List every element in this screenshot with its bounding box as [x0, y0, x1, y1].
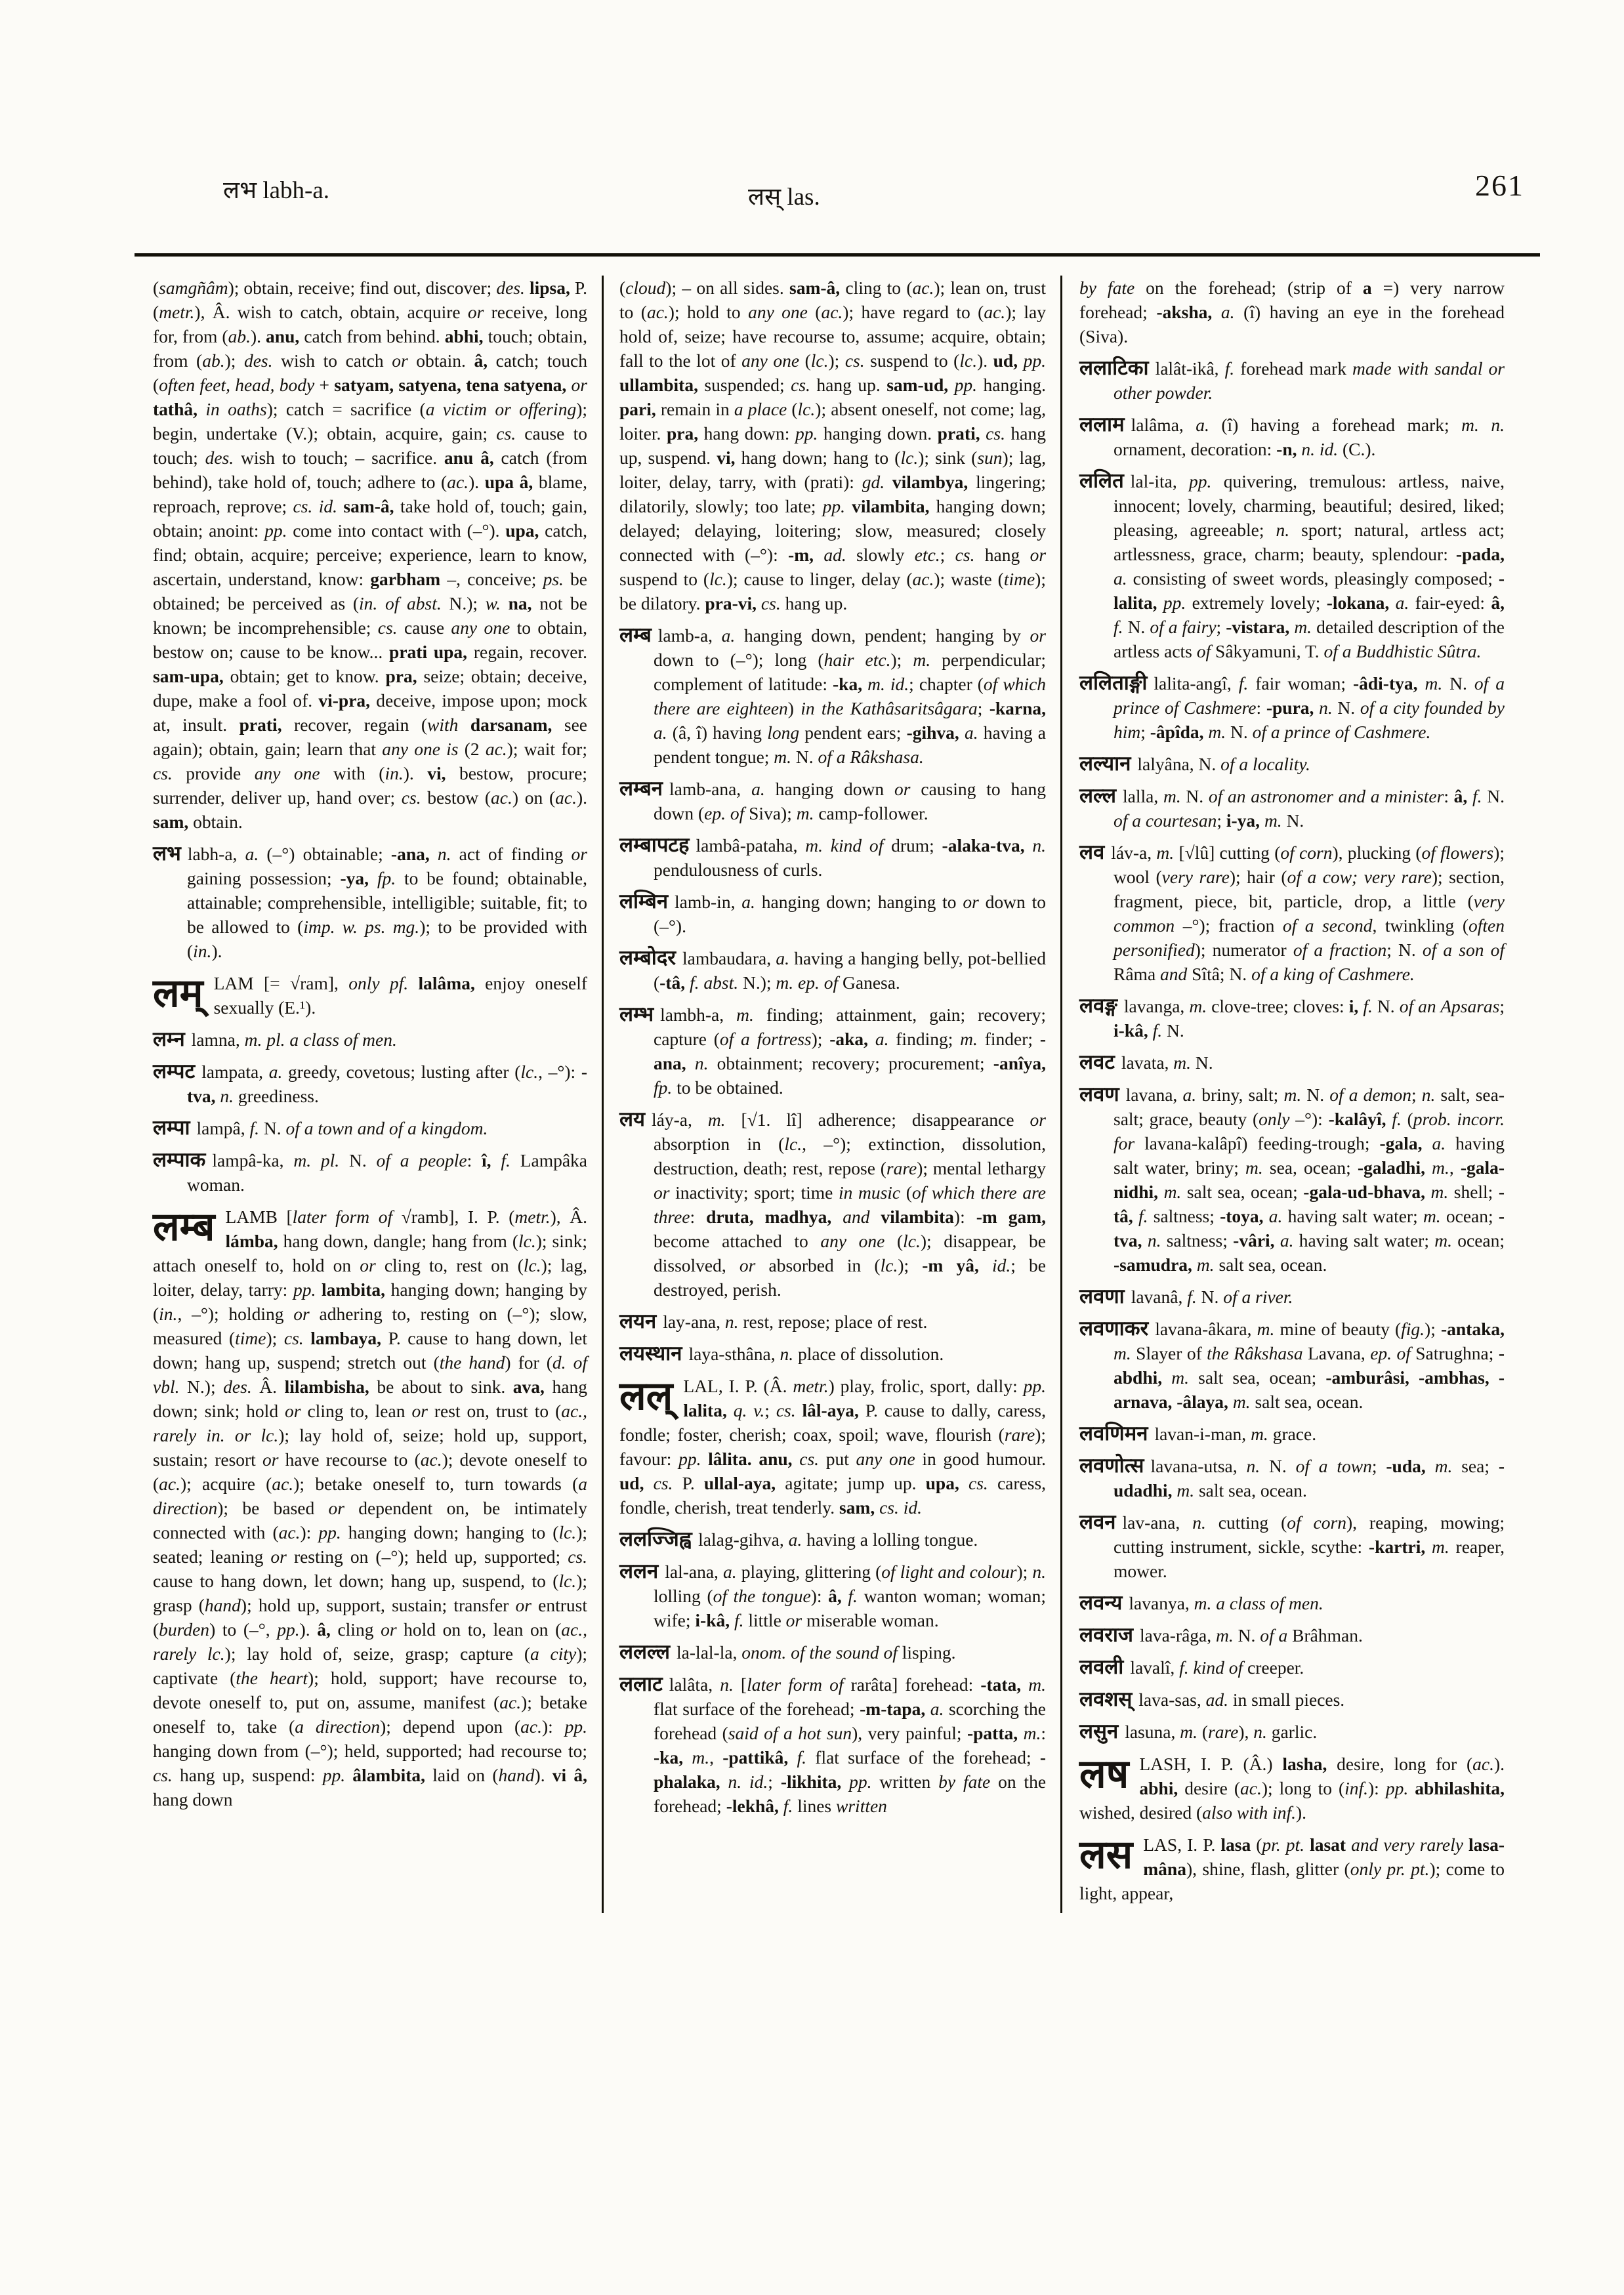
- headword-devanagari: लल्यान: [1079, 752, 1131, 775]
- dictionary-entry: [619, 1107, 1046, 1302]
- headword-devanagari: लव: [1079, 840, 1105, 864]
- header-rule: [135, 253, 1540, 257]
- headword-devanagari: लवली: [1079, 1655, 1124, 1679]
- headword-devanagari: लभ: [153, 842, 181, 865]
- entry-text: LASH, I. P. (Â.) lasha, desire, long for (ac.). abhi, desire (ac.); long to (inf.): pp. abhilashita, wished, desired (also with inf.).: [1079, 1754, 1505, 1823]
- headword-devanagari: ललज्जिह्व: [619, 1527, 692, 1551]
- dictionary-entry: [153, 842, 587, 963]
- entry-text: lavanga, m. clove-tree; cloves: i, f. N. of an Apsaras; i-kâ, f. N.: [1114, 996, 1505, 1041]
- headword-devanagari: ललित: [1079, 469, 1124, 493]
- dictionary-entry: [619, 1003, 1046, 1100]
- entry-text: laya-sthâna, n. place of dissolution.: [688, 1344, 944, 1364]
- entry-text: lavana-âkara, m. mine of beauty (fig.); -antaka, m. Slayer of the Râkshasa Lavana, ep. of Satrughna; -abdhi, m. salt sea, ocean; -amburâsi, -ambhas, -arnava, -âlaya, m. salt sea, ocean.: [1114, 1319, 1505, 1412]
- dictionary-entry: [619, 1527, 1046, 1552]
- headword-devanagari: लल्: [619, 1373, 673, 1419]
- entry-text: lavanya, m. a class of men.: [1129, 1593, 1323, 1613]
- entry-text: lampata, a. greedy, covetous; lusting after (lc., –°): -tva, n. greediness.: [187, 1062, 588, 1106]
- entry-text: lamb-a, a. hanging down, pendent; hanging by or down to (–°); long (hair etc.); m. perpendicular; complement of latitude: -ka, m. id.; chapter (of which there are eighteen) in the Kathâsaritsâgara; -karna, a. (â, î) having long pendent ears; -gihva, a. having a pendent tongue; m. N. of a Râkshasa.: [654, 625, 1047, 767]
- dictionary-entry: [619, 1640, 1046, 1664]
- entry-text: lalyâna, N. of a locality.: [1137, 754, 1310, 774]
- dictionary-entry: [619, 890, 1046, 938]
- entry-text: lal-ana, a. playing, glittering (of light and colour); n. lolling (of the tongue): â, f. wanton woman; woman; wife; i-kâ, f. little or miserable woman.: [654, 1561, 1046, 1630]
- headword-devanagari: लवन: [1079, 1510, 1116, 1534]
- dictionary-entry: [153, 1148, 587, 1197]
- running-head-right: लस् las.: [748, 184, 820, 211]
- headword-devanagari: लवशस्: [1079, 1687, 1133, 1711]
- entry-text: LAMB [later form of √ramb], I. P. (metr.), Â. lámba, hang down, dangle; hang from (lc.); sink; attach oneself to, hold on or cling to, rest on (lc.); lag, loiter, delay, tarry: pp. lambita, hanging down; hanging by (in., –°); holding or adhering to, resting on (–°); slow, measured (time); cs. lambaya, P. cause to hang down, let down; hang up, suspend; stretch out (the hand) for (d. of vbl. N.); des. Â. lilambisha, be about to sink. ava, hang down; sink; hold or cling to, lean or rest on, trust to (ac., rarely in. or lc.); lay hold of, seize; hold up, support, sustain; resort or have recourse to (ac.); devote oneself to (ac.); acquire (ac.); betake oneself to, turn towards (a direction); be based or dependent on, be intimately connected with (ac.): pp. hanging down; hanging to (lc.); seated; leaning or resting on (–°); held up, supported; cs. cause to hang down, let down; hang up, suspend, to (lc.); grasp (hand); hold up, support, sustain; transfer or entrust (burden) to (–°, pp.). â, cling or hold on to, lean on (ac., rarely lc.); lay hold of, seize, grasp; capture (a city); captivate (the heart); hold, support; have recourse to, devote oneself to, put on, assume, manifest (ac.); betake oneself to, take (a direction); depend upon (ac.): pp. hanging down from (–°); held, supported; had recourse to; cs. hang up, suspend: pp. âlambita, laid on (hand). vi â, hang down: [153, 1207, 588, 1809]
- dictionary-entry: [619, 946, 1046, 995]
- dictionary-entry: [1079, 1422, 1505, 1446]
- entry-text: lav-ana, n. cutting (of corn), reaping, mowing; cutting instrument, sickle, scythe: -kartri, m. reaper, mower.: [1114, 1512, 1505, 1581]
- headword-devanagari: लवणा: [1079, 1285, 1125, 1308]
- dictionary-entry: [1079, 1687, 1505, 1712]
- dictionary-entry: [1079, 1510, 1505, 1583]
- entry-text: LAM [= √ram], only pf. lalâma, enjoy oneself sexually (E.¹).: [213, 973, 588, 1018]
- headword-devanagari: लष: [1079, 1751, 1129, 1797]
- headword-devanagari: लवणोत्स: [1079, 1454, 1144, 1478]
- dictionary-entry: [1079, 1720, 1505, 1744]
- headword-devanagari: लय: [619, 1107, 645, 1131]
- dictionary-entry: [1079, 752, 1505, 776]
- dictionary-entry: [1079, 784, 1505, 833]
- dictionary-entry: [619, 1342, 1046, 1366]
- dictionary-entry: [619, 1310, 1046, 1334]
- entry-text: lalâma, a. (î) having a forehead mark; m. n. ornament, decoration: -n, n. id. (C.).: [1114, 415, 1505, 459]
- headword-devanagari: लवङ्ग: [1079, 994, 1117, 1018]
- headword-devanagari: लम्ब: [153, 1204, 215, 1250]
- dictionary-entry: [619, 1672, 1046, 1818]
- headword-devanagari: लम्बिन: [619, 890, 669, 913]
- dictionary-entry: [1079, 413, 1505, 461]
- dictionary-entry: [1079, 1591, 1505, 1615]
- headword-devanagari: लवन्य: [1079, 1591, 1123, 1615]
- headword-devanagari: लम्पट: [153, 1060, 196, 1083]
- headword-devanagari: ललन: [619, 1560, 659, 1583]
- headword-devanagari: ललाटिका: [1079, 356, 1149, 380]
- dictionary-entry: [1079, 1832, 1505, 1905]
- headword-devanagari: ललाट: [619, 1672, 663, 1696]
- entry-text: lambâ-pataha, m. kind of drum; -alaka-tva, n. pendulousness of curls.: [654, 835, 1046, 880]
- entry-text: LAS, I. P. lasa (pr. pt. lasat and very rarely lasa-mâna), shine, flash, glitter (only pr. pt.); come to light, appear,: [1079, 1834, 1505, 1903]
- headword-devanagari: लम्न: [153, 1027, 185, 1051]
- headword-devanagari: लवराज: [1079, 1623, 1133, 1647]
- entry-text: lava-râga, m. N. of a Brâhman.: [1139, 1625, 1363, 1645]
- entry-text: LAL, I. P. (Â. metr.) play, frolic, sport, dally: pp. lalita, q. v.; cs. lâl-aya, P. cause to dally, caress, fondle; foster, cherish; coax, spoil; wave, flourish (rare); favour: pp. lâlita. anu, cs. put any one in good humour. ud, cs. P. ullal-aya, agitate; jump up. upa, cs. caress, fondle, cherish, treat tenderly. sam, cs. id.: [619, 1376, 1047, 1518]
- headword-devanagari: लम्बापटह: [619, 833, 690, 857]
- entry-text: lampâ, f. N. of a town and of a kingdom.: [196, 1118, 488, 1138]
- entry-text: lalâta, n. [later form of rarâta] forehead: -tata, m. flat surface of the forehead; -m-tapa, a. scorching the forehead (said of a hot sun), very painful; -patta, m.: -ka, m., -pattikâ, f. flat surface of the forehead; -phalaka, n. id.; -likhita, pp. written by fate on the forehead; -lekhâ, f. lines written: [654, 1674, 1047, 1816]
- entry-text: lalita-angî, f. fair woman; -âdi-tya, m. N. of a prince of Cashmere: -pura, n. N. of a city founded by him; -âpîda, m. N. of a prince of Cashmere.: [1114, 673, 1505, 742]
- headword-devanagari: लम्: [153, 970, 203, 1016]
- column-2: [602, 276, 1060, 1913]
- entry-text: lavalî, f. kind of creeper.: [1130, 1657, 1304, 1678]
- dictionary-entry: [1079, 1285, 1505, 1309]
- columns-container: [153, 276, 1519, 1913]
- headword-devanagari: लम्पाक: [153, 1148, 206, 1172]
- dictionary-entry: [1079, 1050, 1505, 1075]
- entry-text: láv-a, m. [√lû] cutting (of corn), plucking (of flowers); wool (very rare); hair (of a cow; very rare); section, fragment, piece, bit, particle, drop, a little (very common –°); fraction of a second, twinkling (often personified); numerator of a fraction; N. of a son of Râma and Sîtâ; N. of a king of Cashmere.: [1111, 842, 1505, 984]
- dictionary-entry: [1079, 1454, 1505, 1502]
- column-3: [1060, 276, 1519, 1913]
- headword-devanagari: ललल्ल: [619, 1640, 671, 1664]
- headword-devanagari: लम्भ: [619, 1003, 654, 1026]
- headword-devanagari: लयस्थान: [619, 1342, 682, 1365]
- entry-text: lalag-gihva, a. having a lolling tongue.: [698, 1529, 978, 1550]
- headword-devanagari: लयन: [619, 1310, 657, 1333]
- dictionary-entry: [153, 1205, 587, 1811]
- entry-text: lavata, m. N.: [1121, 1052, 1213, 1073]
- headword-devanagari: लवणाकर: [1079, 1317, 1149, 1340]
- dictionary-entry: [1079, 671, 1505, 744]
- page-number: 261: [1475, 169, 1524, 202]
- dictionary-entry: [1079, 1655, 1505, 1680]
- headword-devanagari: लल्ल: [1079, 784, 1117, 808]
- entry-text: by fate on the forehead; (strip of a =) very narrow forehead; -aksha, a. (î) having an eye in the forehead (Siva).: [1079, 278, 1505, 346]
- dictionary-entry: [1079, 840, 1505, 986]
- entry-text: lambh-a, m. finding; attainment, gain; recovery; capture (of a fortress); -aka, a. finding; m. finder; -ana, n. obtainment; recovery; procurement; -anîya, fp. to be obtained.: [654, 1004, 1046, 1098]
- entry-text: lamna, m. pl. a class of men.: [191, 1029, 397, 1050]
- dictionary-entry: [153, 971, 587, 1020]
- headword-devanagari: लम्बन: [619, 777, 663, 800]
- dictionary-entry: [1079, 1083, 1505, 1277]
- dictionary-entry: [153, 1027, 587, 1052]
- entry-text: (cloud); – on all sides. sam-â, cling to (ac.); lean on, trust to (ac.); hold to any one (ac.); have regard to (ac.); lay hold of, seize; have recourse to, assume; acquire, obtain; fall to the lot of any one (lc.); cs. suspend to (lc.). ud, pp. ullambita, suspended; cs. hang up. sam-ud, pp. hanging. pari, remain in a place (lc.); absent oneself, not come; lag, loiter. pra, hang down: pp. hanging down. prati, cs. hang up, suspend. vi, hang down; hang to (lc.); sink (sun); lag, loiter, delay, tarry, with (prati): gd. vilambya, lingering; dilatorily, slowly; too late; pp. vilambita, hanging down; delayed; delaying, loitering; slow, measured; closely connected with (–°): -m, ad. slowly etc.; cs. hang or suspend to (lc.); cause to linger, delay (ac.); waste (time); be dilatory. pra-vi, cs. hang up.: [619, 278, 1047, 613]
- dictionary-entry: [1079, 994, 1505, 1043]
- entry-continuation: [619, 276, 1046, 615]
- entry-text: lalât-ikâ, f. forehead mark made with sandal or other powder.: [1114, 358, 1505, 403]
- dictionary-entry: [153, 1060, 587, 1108]
- entry-text: lamb-ana, a. hanging down or causing to hang down (ep. of Siva); m. camp-follower.: [654, 779, 1046, 823]
- headword-devanagari: लस: [1079, 1832, 1133, 1878]
- entry-text: labh-a, a. (–°) obtainable; -ana, n. act of finding or gaining possession; -ya, fp. to be found; obtainable, attainable; comprehensible, intelligible; suitable, fit; to be allowed to (imp. w. ps. mg.); to be provided with (in.).: [187, 844, 588, 961]
- entry-text: lalla, m. N. of an astronomer and a minister: â, f. N. of a courtesan; i-ya, m. N.: [1114, 786, 1505, 831]
- entry-text: lavana, a. briny, salt; m. N. of a demon; n. salt, sea-salt; grace, beauty (only –°): -kalâyî, f. (prob. incorr. for lavana-kalâpî) feeding-trough; -gala, a. having salt water, briny; m. sea, ocean; -galadhi, m., -gala-nidhi, m. salt sea, ocean; -gala-ud-bhava, m. shell; -tâ, f. saltness; -toya, a. having salt water; m. ocean; -tva, n. saltness; -vâri, a. having salt water; m. ocean; -samudra, m. salt sea, ocean.: [1114, 1085, 1505, 1275]
- entry-text: (samgñâm); obtain, receive; find out, discover; des. lipsa, P. (metr.), Â. wish to catch, obtain, acquire or receive, long for, from (ab.). anu, catch from behind. abhi, touch; obtain, from (ab.); des. wish to catch or obtain. â, catch; touch (often feet, head, body + satyam, satyena, tena satyena, or tathâ, in oaths); catch = sacrifice (a victim or offering); begin, undertake (V.); obtain, acquire, gain; cs. cause to touch; des. wish to touch; – sacrifice. anu â, catch (from behind), take hold of, touch; adhere to (ac.). upa â, blame, reproach, reprove; cs. id. sam-â, take hold of, touch; gain, obtain; anoint: pp. come into contact with (–°). upa, catch, find; obtain, acquire; perceive; experience, learn to know, ascertain, understand, know: garbham –, conceive; ps. be obtained; be perceived as (in. of abst. N.); w. na, not be known; be incomprehensible; cs. cause any one to obtain, bestow on; cause to be know... prati upa, regain, recover. sam-upa, obtain; get to know. pra, seize; obtain; deceive, dupe, make a fool of. vi-pra, deceive, impose upon; mock at, insult. prati, recover, regain (with darsanam, see again); obtain, gain; learn that any one is (2 ac.); wait for; cs. provide any one with (in.). vi, bestow, procure; surrender, deliver up, hand over; cs. bestow (ac.) on (ac.). sam, obtain.: [153, 278, 588, 832]
- entry-continuation: [1079, 276, 1505, 348]
- entry-text: lavana-utsa, n. N. of a town; -uda, m. sea; -udadhi, m. salt sea, ocean.: [1114, 1456, 1505, 1500]
- entry-text: lal-ita, pp. quivering, tremulous: artless, naive, innocent; lovely, charming, beautiful; desired, liked; pleasing, agreeable; n. sport; natural, artless act; artlessness, grace, charm; beauty, splendour: -pada, a. consisting of sweet words, pleasingly composed; -lalita, pp. extremely lovely; -lokana, a. fair-eyed: â, f. N. of a fairy; -vistara, m. detailed description of the artless acts of Sâkyamuni, T. of a Buddhistic Sûtra.: [1114, 471, 1505, 661]
- entry-text: la-lal-la, onom. of the sound of lisping.: [677, 1642, 956, 1663]
- dictionary-entry: [1079, 1752, 1505, 1825]
- dictionary-entry: [619, 1560, 1046, 1632]
- headword-devanagari: लम्बोदर: [619, 946, 676, 970]
- dictionary-entry: [619, 777, 1046, 825]
- entry-text: lampâ-ka, m. pl. N. of a people: î, f. Lampâka woman.: [187, 1150, 588, 1195]
- headword-devanagari: लवट: [1079, 1050, 1115, 1074]
- headword-devanagari: लम्ब: [619, 623, 652, 647]
- entry-text: lambaudara, a. having a hanging belly, pot-bellied (-tâ, f. abst. N.); m. ep. of Ganesa.: [654, 948, 1046, 993]
- entry-text: lay-ana, n. rest, repose; place of rest.: [663, 1312, 928, 1332]
- entry-text: lasuna, m. (rare), n. garlic.: [1125, 1722, 1318, 1742]
- dictionary-entry: [1079, 356, 1505, 405]
- entry-continuation: [153, 276, 587, 834]
- dictionary-entry: [1079, 469, 1505, 663]
- headword-devanagari: ललिताङ्गी: [1079, 671, 1148, 695]
- entry-text: lava-sas, ad. in small pieces.: [1138, 1689, 1345, 1710]
- headword-devanagari: लम्पा: [153, 1116, 190, 1140]
- entry-text: láy-a, m. [√1. lî] adherence; disappearance or absorption in (lc., –°); extinction, dissolution, destruction, death; rest, repose (rare); mental lethargy or inactivity; sport; time in music (of which there are three: druta, madhya, and vilambita): -m gam, become attached to any one (lc.); disappear, be dissolved, or absorbed in (lc.); -m yâ, id.; be destroyed, perish.: [652, 1109, 1047, 1300]
- entry-text: lavan-i-man, m. grace.: [1154, 1424, 1317, 1444]
- running-head-left: लभ labh-a.: [223, 177, 330, 204]
- dictionary-entry: [153, 1116, 587, 1140]
- dictionary-entry: [619, 1374, 1046, 1520]
- entry-text: lavanâ, f. N. of a river.: [1131, 1287, 1293, 1307]
- headword-devanagari: लसुन: [1079, 1720, 1119, 1743]
- column-1: [153, 276, 602, 1913]
- dictionary-entry: [619, 833, 1046, 882]
- headword-devanagari: लवणिमन: [1079, 1422, 1148, 1445]
- entry-text: lamb-in, a. hanging down; hanging to or down to (–°).: [654, 892, 1046, 936]
- headword-devanagari: लवण: [1079, 1083, 1119, 1106]
- headword-devanagari: ललाम: [1079, 413, 1125, 436]
- dictionary-entry: [1079, 1623, 1505, 1647]
- dictionary-entry: [1079, 1317, 1505, 1414]
- dictionary-entry: [619, 623, 1046, 769]
